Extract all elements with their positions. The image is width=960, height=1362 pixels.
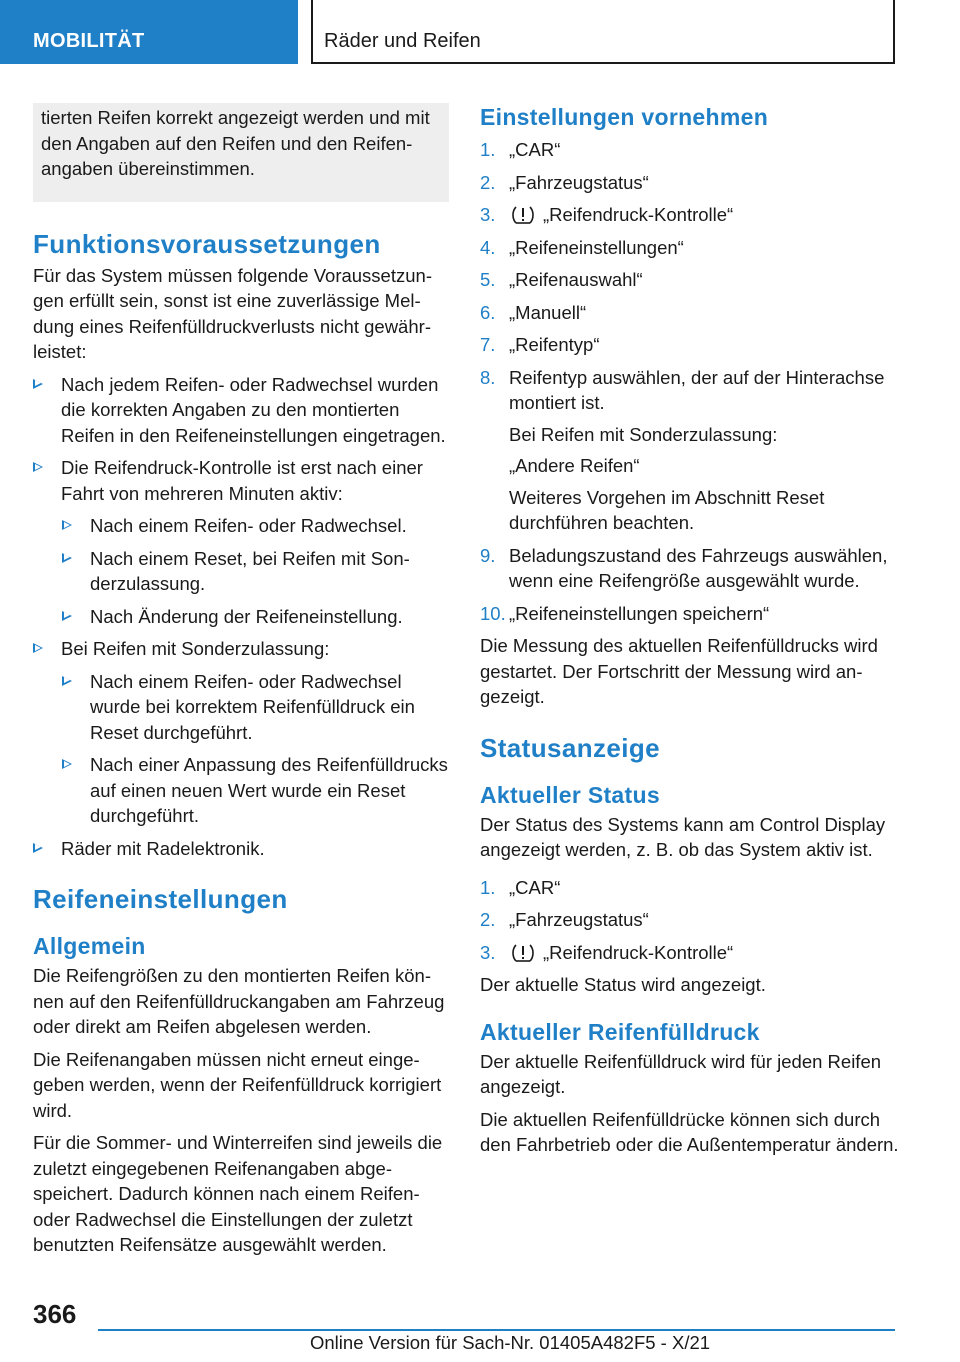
paragraph: Die Reifengrößen zu den montierten Reifen können auf den Reifenfülldruckangaben am Fahrzeug oder direkt am Reifen abgelesen werden. — [33, 965, 445, 1037]
list-item-text: Die Reifendruck-Kontrolle ist erst nach einer Fahrt von mehreren Minuten aktiv: — [61, 457, 423, 504]
step-text: „Reifeneinstellungen“ — [509, 236, 684, 258]
paragraph: Für die Sommer- und Winterreifen sind jeweils die zuletzt eingegebenen Reifenangaben abgespeichert. Dadurch können nach einem Reifen- oder Radwechsel die Einstellungen der zuletzt benutzten Reifensätze ausgewählt werden. — [33, 1132, 443, 1255]
paragraph: Die Messung des aktuellen Reifenfülldrucks wird gestartet. Der Fortschritt der Messung wird angezeigt. — [480, 635, 878, 707]
triangle-bullet-icon — [62, 520, 72, 530]
tire-pressure-warning-icon — [511, 204, 535, 226]
list-item — [33, 455, 449, 506]
step-number: 1. — [480, 139, 496, 160]
triangle-bullet-icon — [62, 553, 72, 563]
list-item-text: Nach jedem Reifen- oder Radwechsel wurden die korrekten Angaben zu den montierten Reifen in den Reifeneinstellungen eingetragen. — [61, 373, 446, 446]
step-text: Beladungszustand des Fahrzeugs auswählen, wenn eine Reifengröße ausgewählt wurde. — [509, 544, 888, 591]
step-item — [480, 202, 900, 228]
list-item — [33, 836, 449, 862]
step-number: 10. — [480, 602, 506, 624]
list-item — [62, 669, 449, 746]
footer-text: Online Version für Sach-Nr. 01405A482F5 - X/21 — [310, 1332, 711, 1353]
right-column — [480, 103, 900, 1165]
list-item-text: Räder mit Radelektronik. — [61, 837, 265, 859]
step-item — [480, 235, 900, 261]
step-number: 9. — [480, 544, 496, 566]
heading-aktueller-status: Aktueller Status — [480, 781, 660, 808]
list-item-text: Nach einem Reifen- oder Radwechsel wurde bei korrektem Reifenfülldruck ein Reset durchgeführt. — [90, 670, 415, 743]
list-item — [33, 636, 449, 662]
paragraph: Der aktuelle Reifenfülldruck wird für jeden Reifen angezeigt. — [480, 1050, 882, 1097]
func-intro: Für das System müssen folgende Voraussetzungen erfüllt sein, sonst ist eine zuverlässige Meldung eines Reifenfülldruckverlusts nicht gewährleistet: — [33, 264, 432, 362]
step-number: 6. — [480, 301, 496, 323]
step-text: „Fahrzeugstatus“ — [509, 909, 649, 930]
step-number: 4. — [480, 236, 496, 258]
step-number: 5. — [480, 269, 496, 290]
list-item — [33, 372, 449, 449]
step-item — [480, 601, 900, 627]
note-box — [33, 103, 449, 202]
heading-allgemein: Allgemein — [33, 933, 146, 959]
page-number: 366 — [33, 1299, 77, 1329]
step-item — [480, 940, 900, 966]
list-item-text: Nach einem Reifen- oder Radwechsel. — [90, 515, 407, 536]
step-text: „Reifeneinstellungen speichern“ — [509, 602, 770, 624]
paragraph: Die Reifenangaben müssen nicht erneut eingegeben werden, wenn der Reifenfülldruck korrigiert wird. — [33, 1048, 442, 1121]
step-subtext: Weiteres Vorgehen im Abschnitt Reset durchführen beachten. — [509, 486, 825, 533]
step-item — [480, 137, 900, 163]
paragraph: Der aktuelle Status wird angezeigt. — [480, 974, 766, 995]
triangle-bullet-icon — [33, 379, 43, 389]
step-text: „Reifendruck-Kontrolle“ — [543, 941, 734, 963]
step-text: „Reifentyp“ — [509, 334, 600, 355]
step-text: „Manuell“ — [509, 301, 587, 323]
left-column — [33, 103, 449, 1265]
triangle-bullet-icon — [33, 643, 43, 653]
step-number: 3. — [480, 204, 496, 225]
step-subtext: Bei Reifen mit Sonderzulassung: — [509, 423, 778, 445]
step-text: Reifentyp auswählen, der auf der Hinterachse montiert ist. — [509, 366, 885, 413]
step-text: „CAR“ — [509, 139, 561, 160]
step-number: 8. — [480, 366, 496, 388]
triangle-bullet-icon — [62, 759, 72, 769]
step-item — [480, 543, 900, 594]
paragraph: Die aktuellen Reifenfülldrücke können sich durch den Fahrbetrieb oder die Außentemperatur ändern. — [480, 1108, 899, 1155]
step-number: 2. — [480, 909, 496, 930]
paragraph: Der Status des Systems kann am Control Display angezeigt werden, z. B. ob das System aktiv ist. — [480, 813, 886, 860]
step-item — [480, 875, 900, 901]
page-title: Räder und Reifen — [324, 30, 481, 52]
step-text: „Fahrzeugstatus“ — [509, 171, 649, 193]
step-number: 2. — [480, 171, 496, 193]
triangle-bullet-icon — [33, 843, 43, 853]
step-subtext: „Andere Reifen“ — [509, 455, 640, 476]
tire-pressure-warning-icon — [511, 942, 535, 964]
heading-funktionsvoraussetzungen: Funktionsvoraussetzungen — [33, 228, 381, 259]
list-item — [62, 513, 449, 539]
triangle-bullet-icon — [33, 462, 43, 472]
step-item — [480, 300, 900, 326]
list-item-text: Bei Reifen mit Sonderzulassung: — [61, 638, 330, 659]
section-tab: MOBILITÄT — [0, 0, 298, 64]
list-item-text: Nach einem Reset, bei Reifen mit Sonderzulassung. — [90, 547, 410, 594]
list-item — [62, 546, 449, 597]
triangle-bullet-icon — [62, 611, 72, 621]
step-item — [480, 267, 900, 293]
list-item-text: Nach einer Anpassung des Reifenfülldrucks auf einen neuen Wert wurde ein Reset durchgeführt. — [90, 754, 448, 826]
heading-statusanzeige: Statusanzeige — [480, 732, 661, 763]
triangle-bullet-icon — [62, 676, 72, 686]
heading-reifeneinstellungen: Reifeneinstellungen — [33, 884, 288, 914]
step-item — [480, 365, 900, 536]
step-text: „Reifenauswahl“ — [509, 269, 643, 290]
step-item — [480, 332, 900, 358]
step-text: „Reifendruck-Kontrolle“ — [543, 204, 734, 225]
note-text: tierten Reifen korrekt angezeigt werden und mit den Angaben auf den Reifen und den Reifenangaben übereinstimmen. — [41, 107, 430, 179]
step-number: 3. — [480, 941, 496, 963]
list-item-text: Nach Änderung der Reifeneinstellung. — [90, 605, 403, 627]
list-item — [62, 752, 449, 829]
step-number: 7. — [480, 334, 496, 355]
step-text: „CAR“ — [509, 876, 561, 898]
footer-divider — [98, 1329, 895, 1331]
step-number: 1. — [480, 876, 496, 898]
heading-aktueller-reifenfuelldruck: Aktueller Reifenfülldruck — [480, 1018, 760, 1045]
step-item — [480, 907, 900, 933]
heading-einstellungen-vornehmen: Einstellungen vornehmen — [480, 104, 769, 130]
step-item — [480, 170, 900, 196]
list-item — [62, 604, 449, 630]
